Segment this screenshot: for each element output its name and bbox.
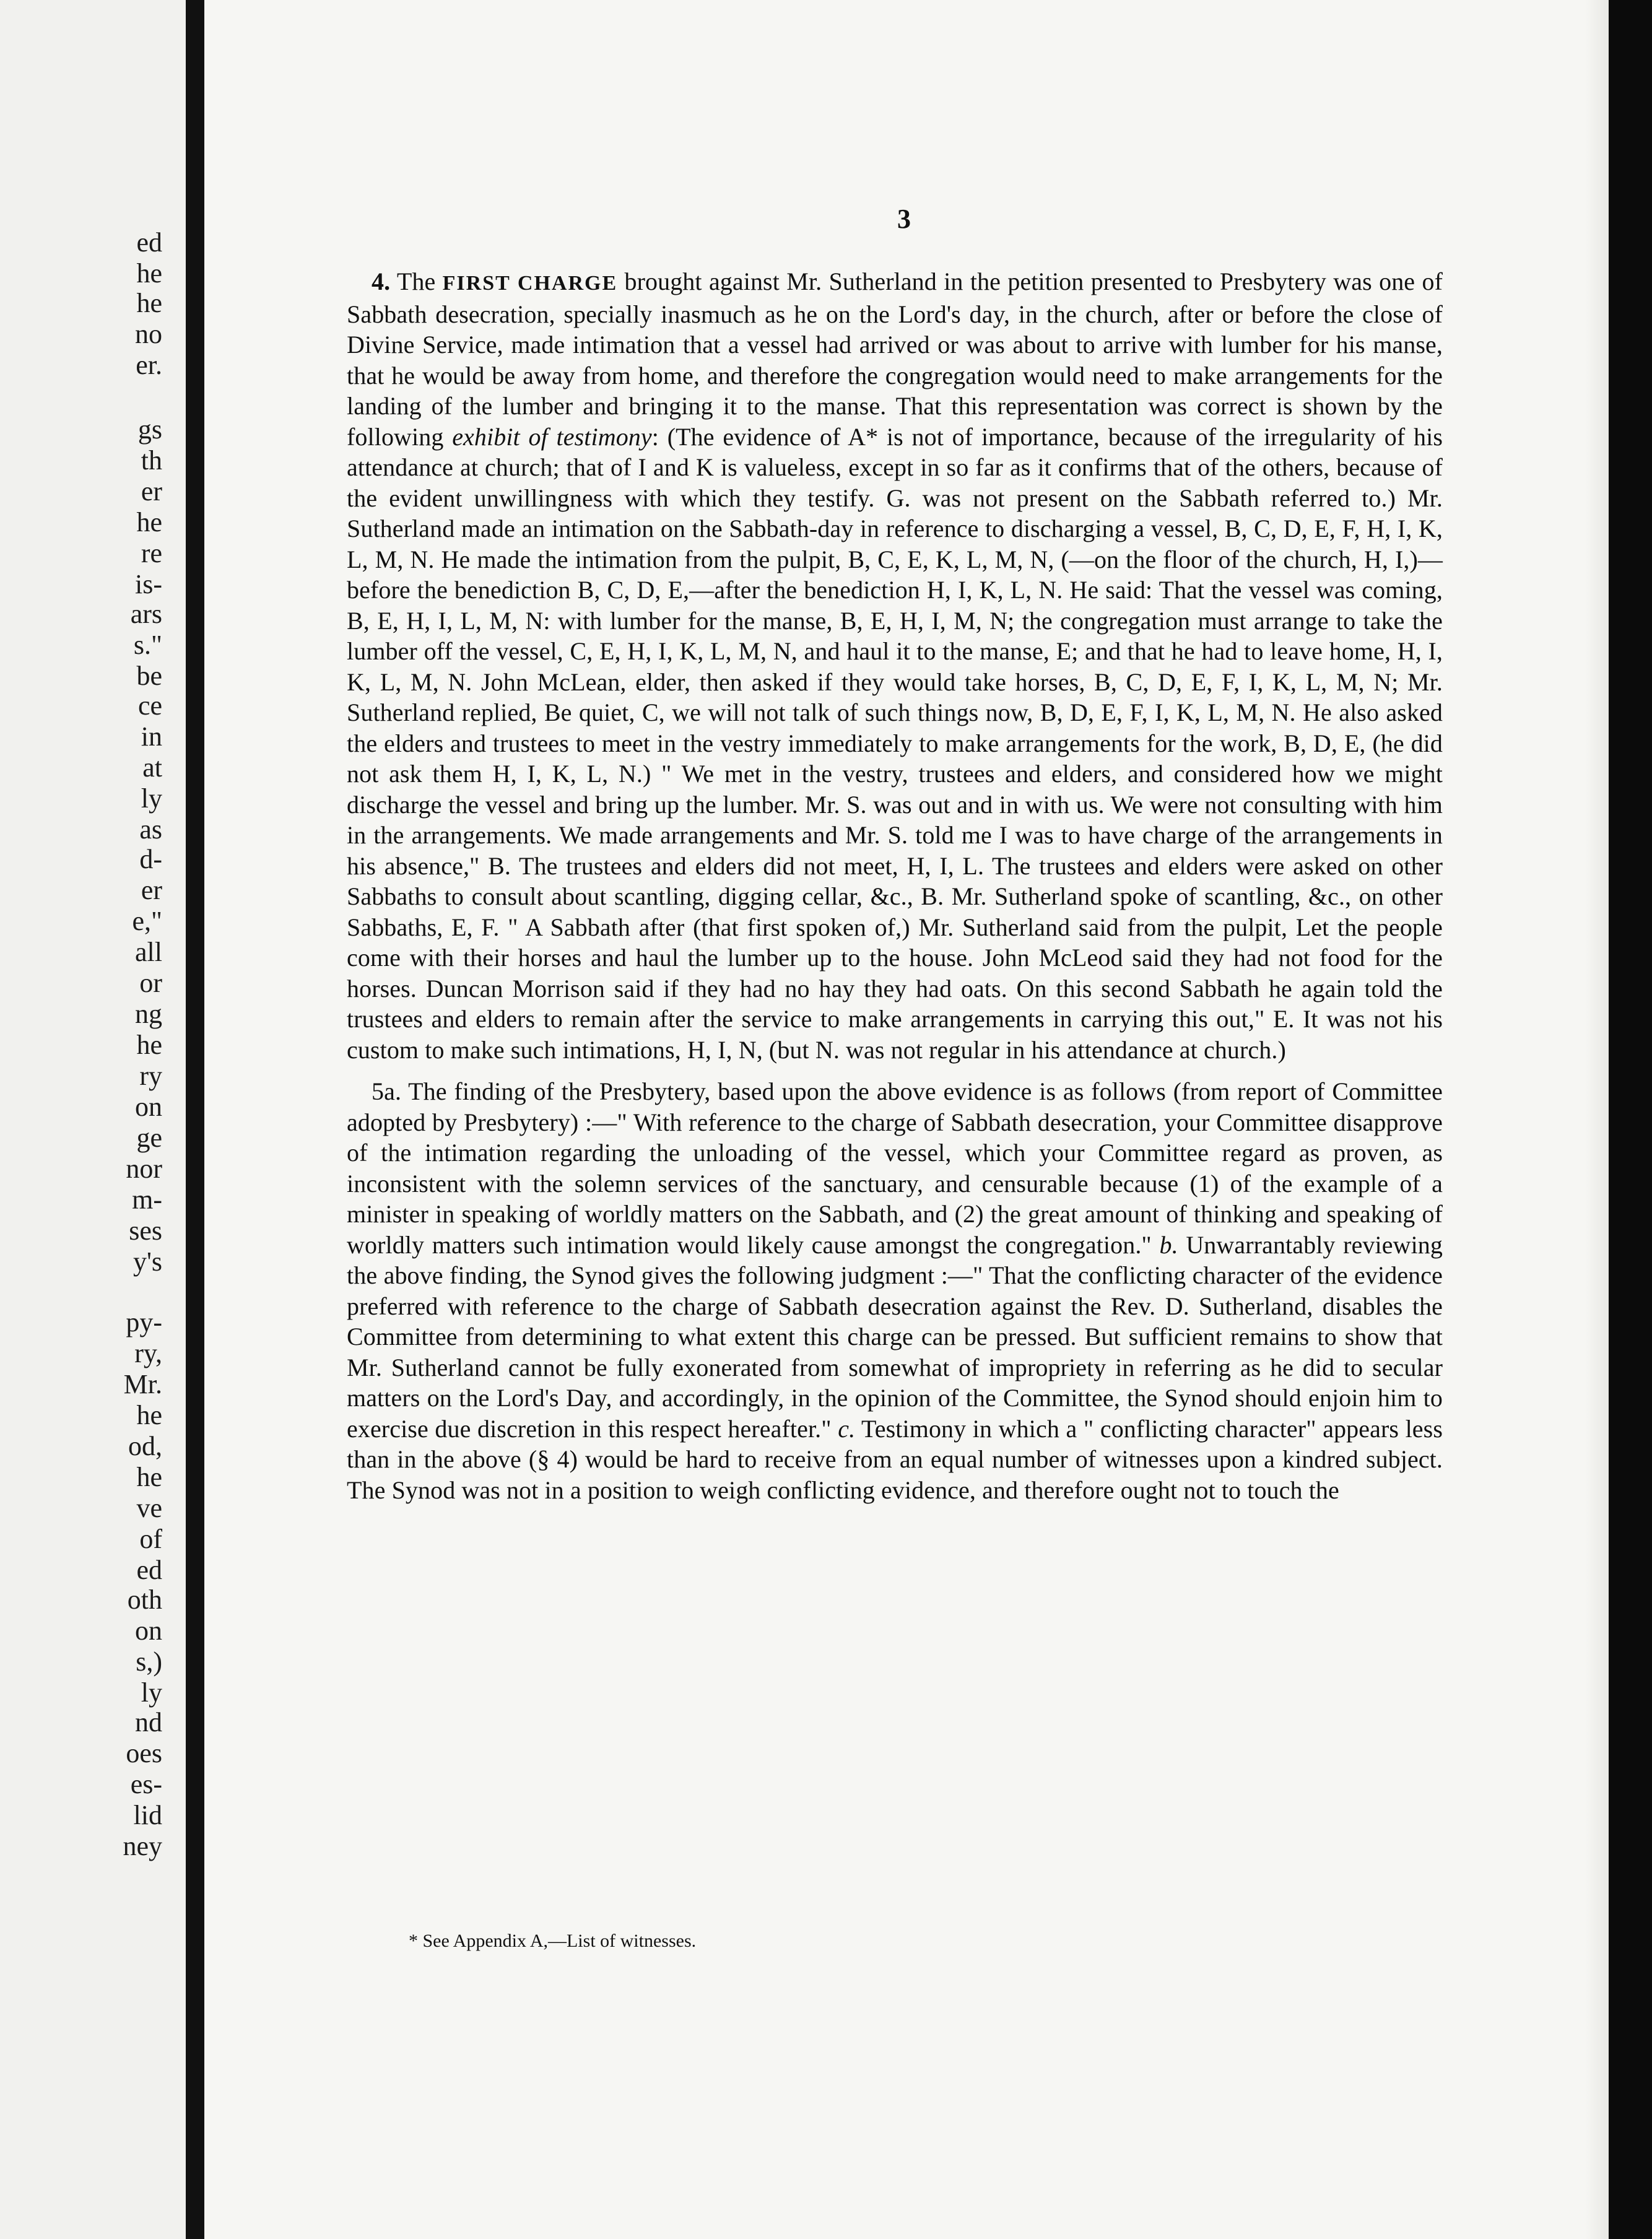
left-page-text-fragments [0, 0, 186, 2239]
left-page-fragment: nor [126, 1154, 162, 1184]
left-page-fragment: ed [136, 227, 162, 258]
paragraph-number: 5a. [372, 1077, 402, 1105]
left-page-fragment: ney [123, 1831, 162, 1861]
left-page-fragment: of [139, 1524, 162, 1554]
footnote: * See Appendix A,—List of witnesses. [409, 1931, 697, 1951]
left-page-fragment: ve [136, 1493, 162, 1523]
left-page-fragment: oes [126, 1738, 162, 1768]
left-page-fragment: ng [135, 999, 162, 1029]
left-page-fragment: Mr. [123, 1369, 162, 1399]
paragraph-5 [347, 1076, 1443, 1505]
left-page-fragment: y's [133, 1246, 162, 1277]
left-page-fragment: s,) [136, 1646, 162, 1677]
left-page-fragment: no [135, 319, 162, 349]
body-text [347, 266, 1443, 1505]
left-page-fragment: he [136, 507, 162, 537]
paragraph-text: Testimony in which a " conflicting character" appears less than in the above (§ 4) would be hard to receive from an equal number of witnesses upon a kindred subject. The Synod was not in a position to weigh conflicting evidence, and therefore ought not to touch the [347, 1414, 1443, 1504]
first-charge-heading: FIRST CHARGE [442, 272, 618, 295]
left-page-fragment: s." [133, 630, 162, 660]
left-page-fragment: e," [132, 906, 162, 936]
left-page-fragment: he [136, 1400, 162, 1430]
left-page-fragment: d- [139, 844, 162, 874]
subsection-label: b. [1159, 1230, 1178, 1259]
book-gutter [186, 0, 204, 2239]
left-page-fragment: or [139, 968, 162, 998]
left-page-fragment: th [141, 445, 162, 476]
left-page-fragment: py- [126, 1307, 162, 1337]
left-page-fragment: in [141, 721, 162, 752]
left-page-fragment: oth [127, 1585, 162, 1615]
paragraph-4 [347, 266, 1443, 1065]
exhibit-of-testimony: exhibit of testimony [452, 422, 652, 451]
left-page-fragment: be [136, 661, 162, 691]
subsection-label: c. [838, 1414, 856, 1443]
right-dark-margin [1609, 0, 1652, 2239]
left-page-fragment: er. [136, 350, 162, 380]
left-page-fragment: at [142, 752, 162, 783]
paragraph-text: The [390, 267, 443, 295]
left-page-fragment: es- [130, 1769, 162, 1799]
left-page-fragment: re [141, 538, 162, 568]
left-page-fragment: he [136, 1462, 162, 1492]
left-page-fragment: ars [130, 599, 162, 629]
left-page-fragment: all [135, 937, 162, 967]
left-page-fragment: ed [136, 1555, 162, 1585]
left-page-fragment: ses [129, 1215, 162, 1246]
paragraph-text: : (The evidence of A* is not of importance, because of the irregularity of his attendance at church; that of I and K is valueless, except in so far as it confirms that of the others, because of the evident unwillingness with which they testify. G. was not present on the Sabbath referred to.) Mr. Sutherland made an intimation on the Sabbath-day in reference to discharging a vessel, B, C, D, E, F, H, I, K, L, M, N. He made the intimation from the pulpit, B, C, E, K, L, M, N, (—on the floor of the church, H, I,)—before the benediction B, C, D, E,—after the benediction H, I, K, L, N. He said: That the vessel was coming, B, E, H, I, L, M, N: with lumber for the manse, B, E, H, I, M, N; the congregation must arrange to take the lumber off the vessel, C, E, H, I, K, L, M, N, and haul it to the manse, E; and that he had to leave home, H, I, K, L, M, N. John McLean, elder, then asked if they would take horses, B, C, D, E, F, I, K, L, M, N; Mr. Sutherland replied, Be quiet, C, we will not talk of such things now, B, D, E, F, I, K, L, M, N. He also asked the elders and trustees to meet in the vestry immediately to make arrangements for the work, B, D, E, (he did not ask them H, I, K, L, N.) " We met in the vestry, trustees and elders, and considered how we might discharge the vessel and bring up the lumber. Mr. S. was out and in with us. We were not consulting with him in the arrangements. We made arrangements and Mr. S. told me I was to have charge of the arrangements in his absence," B. The trustees and elders did not meet, H, I, L. The trustees and elders were asked on other Sabbaths to consult about scantling, digging cellar, &c., B. Mr. Sutherland spoke of scantling, &c., on other Sabbaths, E, F. " A Sabbath after (that first spoken of,) Mr. Sutherland said from the pulpit, Let the people come with their horses and haul the lumber up to the house. John McLeod said they had not food for the horses. Duncan Morrison said if they had no hay they had oats. On this second Sabbath he again told the trustees and elders to remain after the service to make arrangements in carrying this out," E. It was not his custom to make such intimations, H, I, N, (but N. was not regular in his attendance at church.) [347, 422, 1443, 1064]
left-page-fragment: lid [133, 1800, 162, 1830]
left-page-fragment: er [141, 875, 162, 905]
left-page-fragment: nd [135, 1707, 162, 1737]
paragraph-text: Unwarrantably reviewing the above finding, the Synod gives the following judgment :—" That the conflicting character of the evidence preferred with reference to the charge of Sabbath desecration against the Rev. D. Sutherland, disables the Committee from determining to what extent this charge can be pressed. But sufficient remains to show that Mr. Sutherland cannot be fully exonerated from somewhat of impropriety in referring as he did to secular matters on the Lord's Day, and accordingly, in the opinion of the Committee, the Synod should enjoin him to exercise due discretion in this respect hereafter." [347, 1230, 1443, 1443]
left-page-fragment: ry, [134, 1338, 162, 1368]
left-page-edge [0, 0, 186, 2239]
left-page-fragment: on [135, 1615, 162, 1646]
left-page-fragment: ce [137, 690, 162, 721]
page-right-edge [1585, 0, 1609, 2239]
left-page-fragment: ly [141, 1677, 162, 1708]
paragraph-text: The finding of the Presbytery, based upon the above evidence is as follows (from report of Committee adopted by Presbytery) :—" With reference to the charge of Sabbath desecration, your Committee disapprove of the intimation regarding the unloading of the vessel, which your Committee regard as proven, as inconsistent with the solemn services of the sanctuary, and censurable because (1) of the example of a minister in speaking of worldly matters on the Sabbath, and (2) the great amount of thinking and speaking of worldly matters such intimation would likely cause amongst the congregation." [347, 1077, 1443, 1259]
left-page-fragment: as [139, 814, 162, 845]
left-page-fragment: he [136, 288, 162, 318]
left-page-fragment: m- [132, 1185, 162, 1215]
left-page-fragment: er [141, 476, 162, 506]
left-page-fragment: od, [128, 1431, 162, 1461]
left-page-fragment: is- [135, 569, 162, 599]
paragraph-number: 4. [372, 267, 391, 295]
left-page-fragment: gs [137, 414, 162, 445]
left-page-fragment: ry [139, 1061, 162, 1091]
left-page-fragment: ly [141, 783, 162, 814]
paragraph-text: brought against Mr. Sutherland in the petition presented to Presbytery was one of Sabbath desecration, specially inasmuch as he on the Lord's day, in the church, after or before the close of Divine Service, made intimation that a vessel had arrived or was about to arrive with lumber for his manse, that he would be away from home, and therefore the congregation would need to make arrangements for the landing of the lumber and bringing it to the manse. That this representation was correct is shown by the following [347, 267, 1443, 451]
page-number: 3 [897, 204, 911, 234]
left-page-fragment: he [136, 1030, 162, 1060]
left-page-fragment: he [136, 258, 162, 289]
left-page-fragment: ge [136, 1123, 162, 1153]
left-page-fragment: on [135, 1092, 162, 1122]
